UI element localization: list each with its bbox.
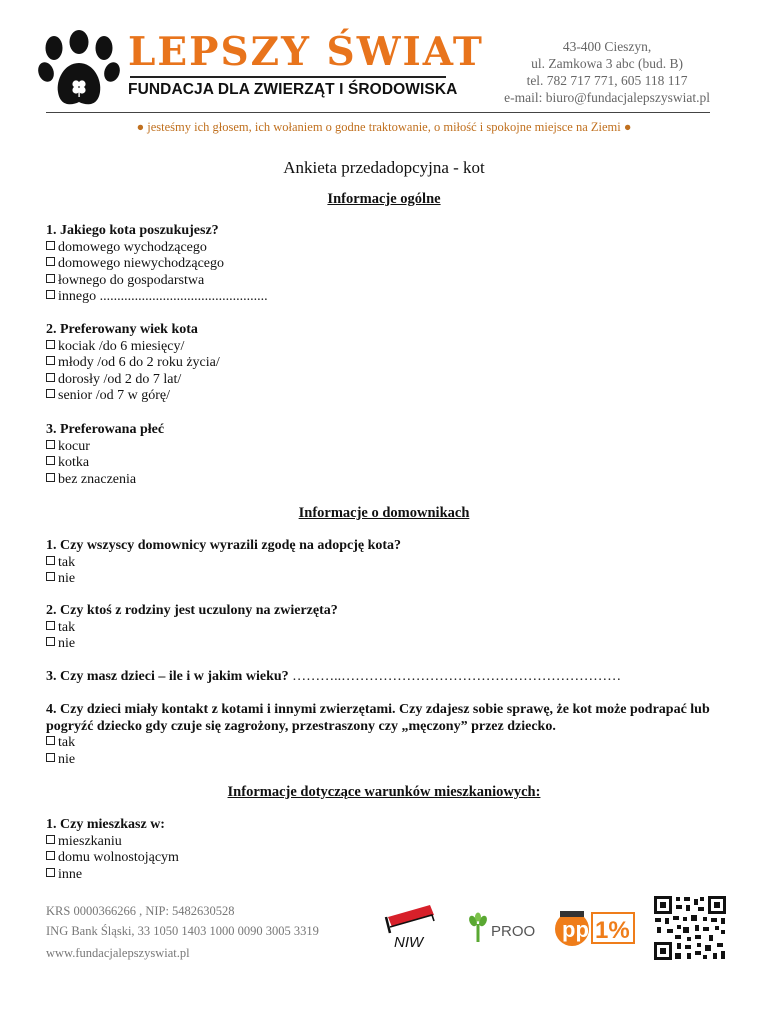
brand-block <box>128 29 484 99</box>
option-item[interactable]: nie <box>46 571 726 588</box>
checkbox[interactable] <box>46 473 55 482</box>
opp-percent-text: 1% <box>595 917 630 944</box>
question-household-consent <box>46 538 726 588</box>
question-children <box>46 669 726 686</box>
option-item[interactable]: mieszkaniu <box>46 834 726 851</box>
checkbox[interactable] <box>46 572 55 581</box>
niw-logo-text: NIW <box>394 934 424 949</box>
question-label: 1. Czy mieszkasz w: <box>46 817 165 832</box>
footer-krs-nip: KRS 0000366266 , NIP: 5482630528 <box>46 904 235 918</box>
paw-logo-icon <box>38 30 120 112</box>
option-item[interactable]: łownego do gospodarstwa <box>46 273 726 290</box>
question-cat-sex <box>46 422 726 488</box>
checkbox[interactable] <box>46 456 55 465</box>
option-item[interactable]: kociak /do 6 miesięcy/ <box>46 339 726 356</box>
option-item[interactable]: kocur <box>46 439 726 456</box>
checkbox[interactable] <box>46 373 55 382</box>
checkbox[interactable] <box>46 637 55 646</box>
option-item[interactable]: innego ................................................ <box>46 289 726 306</box>
question-residence <box>46 817 726 883</box>
brand-title: LEPSZY ŚWIAT <box>128 29 484 75</box>
answer-line[interactable]: ………..…………………………………………………… <box>292 669 622 684</box>
option-item[interactable]: nie <box>46 636 726 653</box>
checkbox[interactable] <box>46 340 55 349</box>
checkbox[interactable] <box>46 621 55 630</box>
document-title: Ankieta przedadopcyjna - kot <box>283 158 485 177</box>
checkbox[interactable] <box>46 290 55 299</box>
brand-subtitle: FUNDACJA DLA ZWIERZĄT I ŚRODOWISKA <box>128 81 458 98</box>
section-heading-living: Informacje dotyczące warunków mieszkaniowych: <box>227 784 541 800</box>
checkbox[interactable] <box>46 556 55 565</box>
opp-logo-icon <box>554 905 636 949</box>
checkbox[interactable] <box>46 868 55 877</box>
option-item[interactable]: młody /od 6 do 2 roku życia/ <box>46 355 726 372</box>
niw-logo-icon <box>380 903 442 949</box>
question-cat-age <box>46 322 726 405</box>
contact-address-city: 43-400 Cieszyn, <box>562 39 652 54</box>
contact-email: e-mail: biuro@fundacjalepszyswiat.pl <box>504 90 710 105</box>
question-allergy <box>46 603 726 653</box>
question-label: 1. Jakiego kota poszukujesz? <box>46 223 219 238</box>
question-label: 3. Czy masz dzieci – ile i w jakim wieku? <box>46 669 289 684</box>
proo-logo-text: PROO <box>491 923 536 940</box>
option-item[interactable]: dorosły /od 2 do 7 lat/ <box>46 372 726 389</box>
checkbox[interactable] <box>46 274 55 283</box>
checkbox[interactable] <box>46 389 55 398</box>
question-label: 1. Czy wszyscy domownicy wyrazili zgodę na adopcję kota? <box>46 538 402 553</box>
option-item[interactable]: kotka <box>46 455 726 472</box>
contact-block <box>504 38 710 106</box>
option-item[interactable]: tak <box>46 735 726 752</box>
question-label: 4. Czy dzieci miały kontakt z kotami i innymi zwierzętami. Czy zdajesz sobie sprawę, że kot może podrapać lub pogryźć dziecko gdy czuje się zagrożony, przestraszony czy „męczony” przez dziecko. <box>46 702 710 734</box>
question-label: 2. Preferowany wiek kota <box>46 322 198 337</box>
qr-code-icon <box>653 895 727 961</box>
option-item[interactable]: tak <box>46 620 726 637</box>
question-label: 3. Preferowana płeć <box>46 422 165 437</box>
checkbox[interactable] <box>46 257 55 266</box>
contact-phone: tel. 782 717 771, 605 118 117 <box>526 73 688 88</box>
section-heading-general: Informacje ogólne <box>327 191 441 207</box>
option-item[interactable]: nie <box>46 752 726 769</box>
checkbox[interactable] <box>46 753 55 762</box>
question-children-contact <box>46 702 726 768</box>
checkbox[interactable] <box>46 736 55 745</box>
option-item[interactable]: domowego wychodzącego <box>46 240 726 257</box>
footer-info <box>46 901 319 941</box>
option-item[interactable]: bez znaczenia <box>46 472 726 489</box>
question-label: 2. Czy ktoś z rodziny jest uczulony na zwierzęta? <box>46 603 338 618</box>
checkbox[interactable] <box>46 851 55 860</box>
checkbox[interactable] <box>46 356 55 365</box>
header-divider <box>46 112 710 113</box>
opp-logo-text: pp <box>562 917 589 942</box>
proo-logo-icon <box>466 912 538 946</box>
section-heading-household: Informacje o domownikach <box>298 505 470 521</box>
checkbox[interactable] <box>46 241 55 250</box>
option-item[interactable]: tak <box>46 555 726 572</box>
option-item[interactable]: inne <box>46 867 726 884</box>
checkbox[interactable] <box>46 835 55 844</box>
option-item[interactable]: domowego niewychodzącego <box>46 256 726 273</box>
footer-website-link[interactable]: www.fundacjalepszyswiat.pl <box>46 946 190 960</box>
option-item[interactable]: senior /od 7 w górę/ <box>46 388 726 405</box>
footer-bank: ING Bank Śląski, 33 1050 1403 1000 0090 3005 3319 <box>46 924 319 938</box>
checkbox[interactable] <box>46 440 55 449</box>
question-cat-type <box>46 223 726 306</box>
option-item[interactable]: domu wolnostojącym <box>46 850 726 867</box>
motto: ● jesteśmy ich głosem, ich wołaniem o godne traktowanie, o miłość i spokojne miejsce na Ziemi ● <box>136 120 632 134</box>
contact-address-street: ul. Zamkowa 3 abc (bud. B) <box>531 56 683 71</box>
brand-divider <box>130 76 446 78</box>
